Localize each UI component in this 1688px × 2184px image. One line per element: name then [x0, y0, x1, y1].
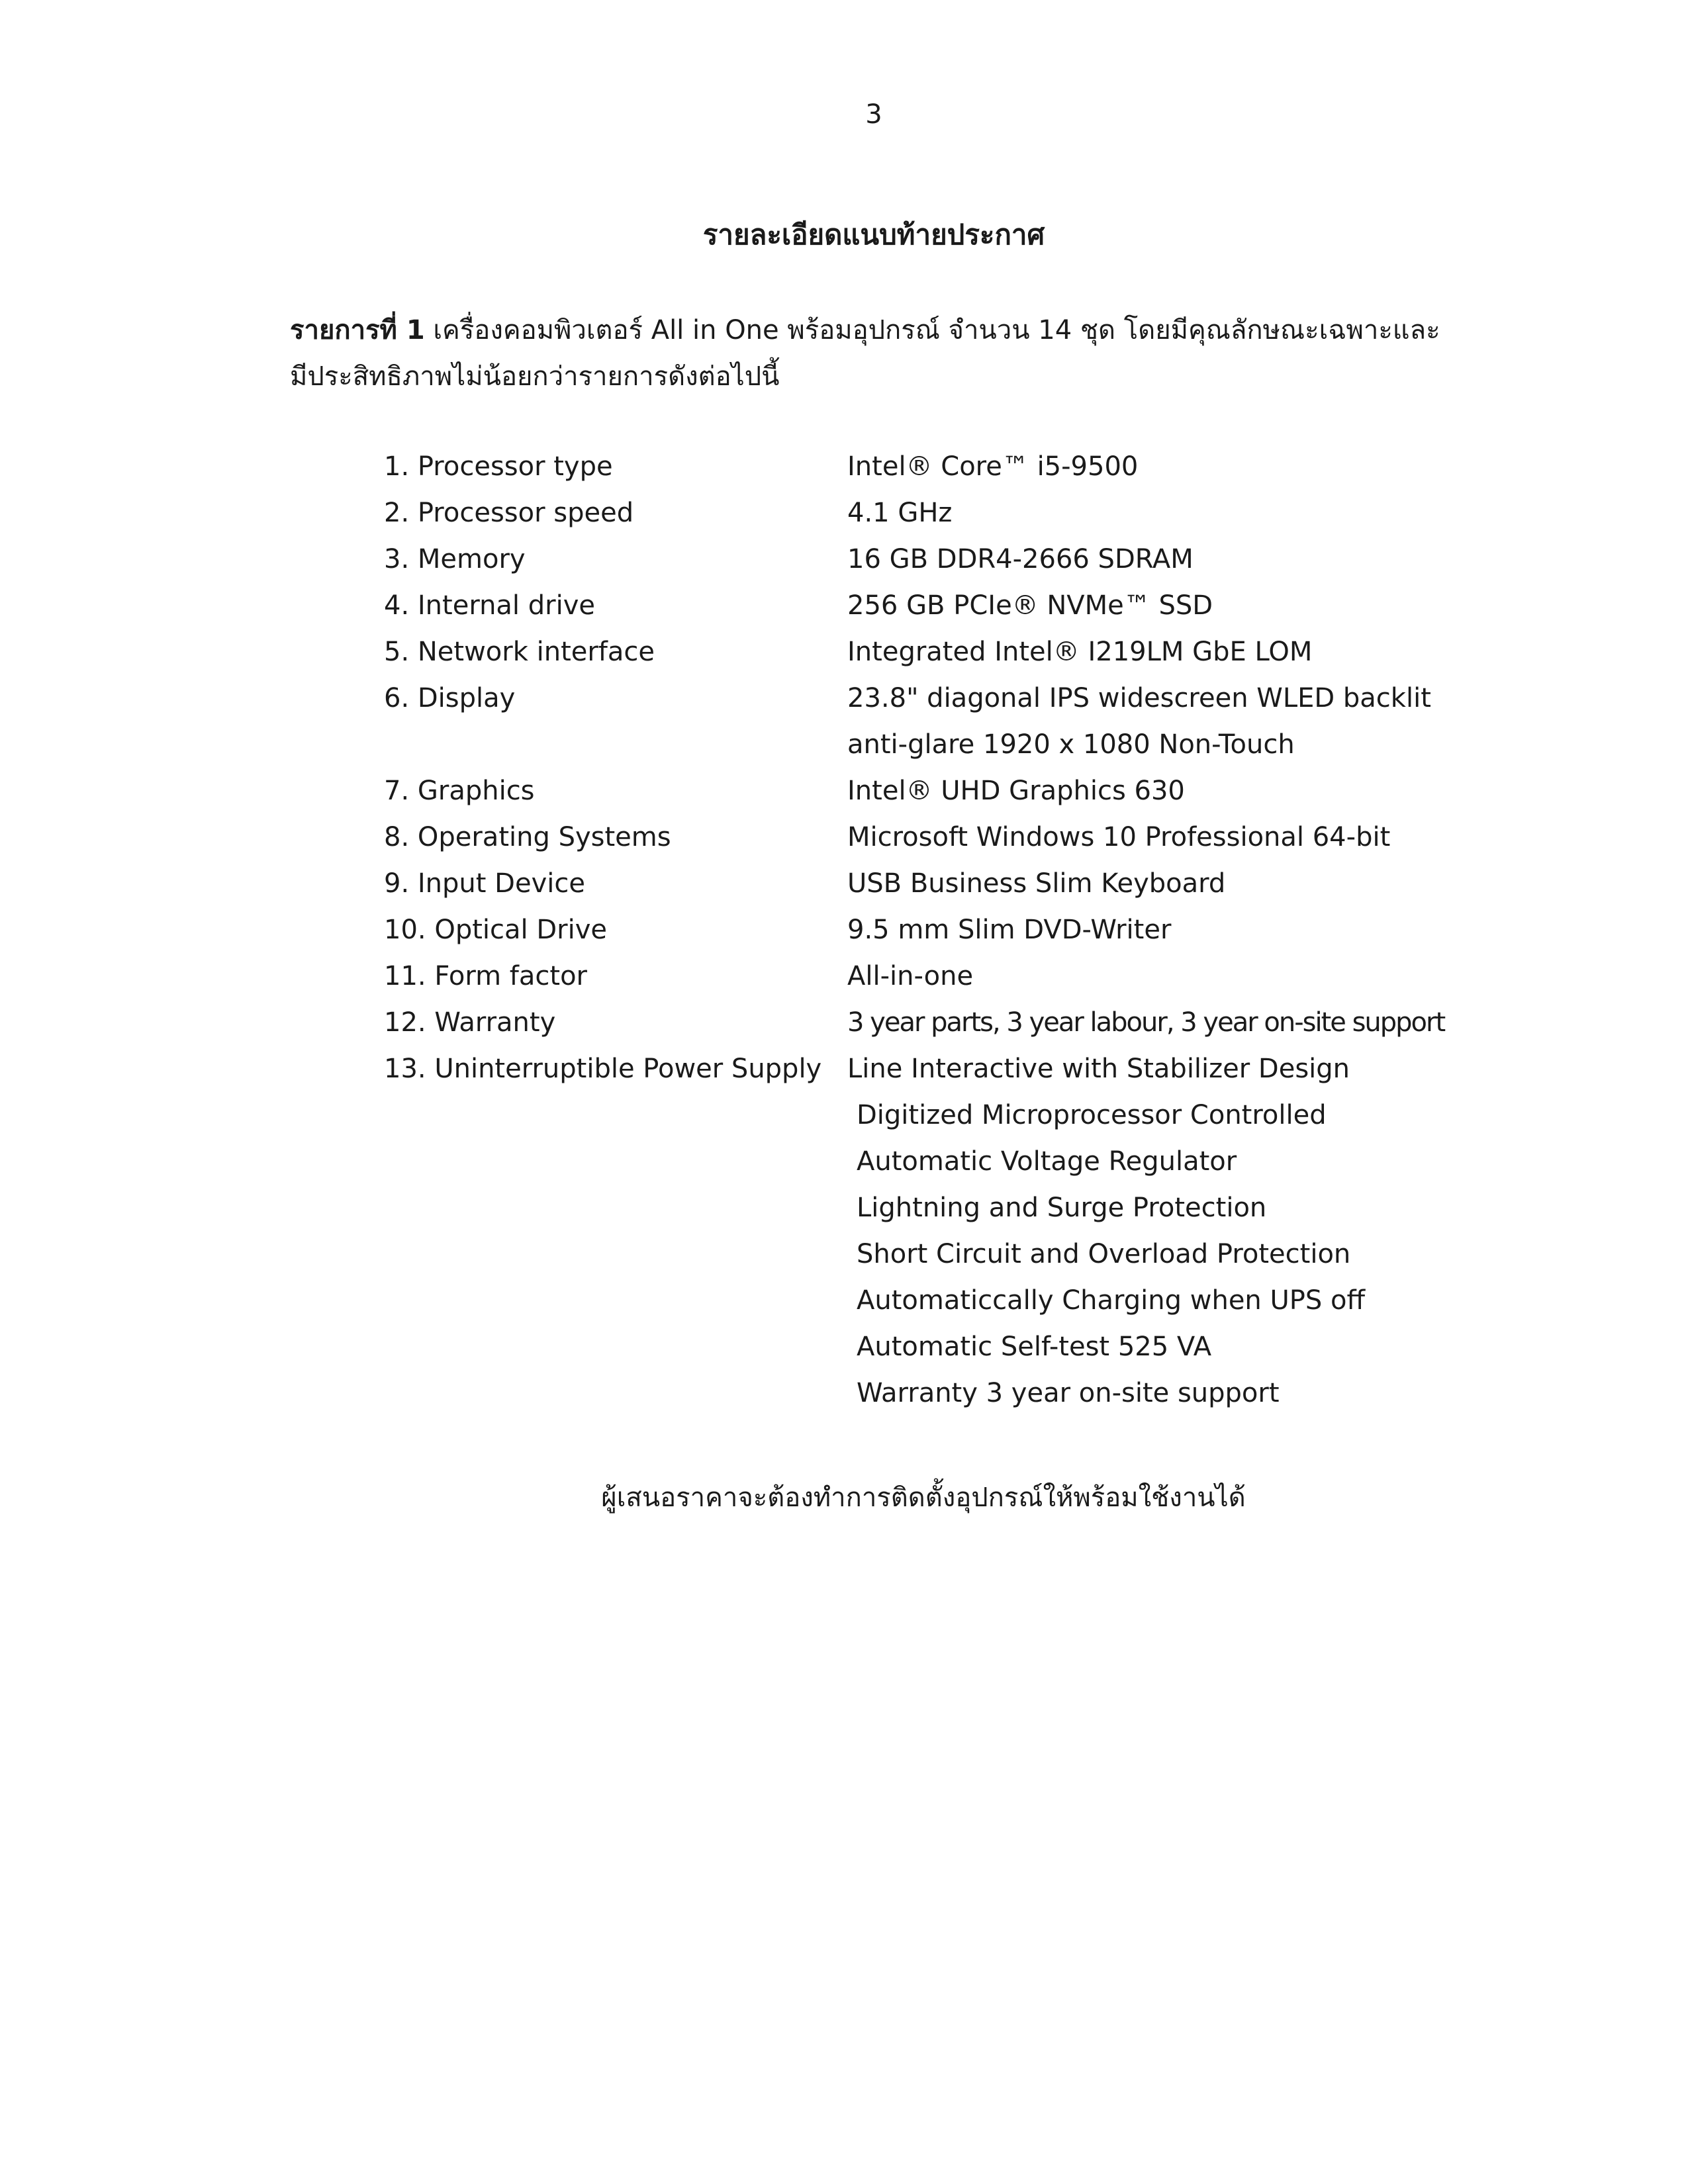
intro-text: เครื่องคอมพิวเตอร์ All in One พร้อมอุปกรณ์ จำนวน 14 ชุด โดยมีคุณลักษณะเฉพาะและมีประสิทธิภาพไม่น้อยกว่ารายการดังต่อไปนี้ — [290, 315, 1440, 392]
spec-value: Intel® Core™ i5-9500 — [847, 451, 1139, 482]
spec-value: Intel® UHD Graphics 630 — [847, 776, 1185, 806]
spec-label: 11. Form factor — [384, 961, 587, 991]
spec-value: 3 year parts, 3 year labour, 3 year on-site support — [847, 1007, 1445, 1038]
spec-value: Microsoft Windows 10 Professional 64-bit — [847, 822, 1391, 852]
spec-value: All-in-one — [847, 961, 974, 991]
intro-lead: รายการที่ 1 — [290, 315, 425, 345]
spec-value: Integrated Intel® I219LM GbE LOM — [847, 637, 1313, 667]
spec-label: 3. Memory — [384, 544, 526, 574]
spec-label: 13. Uninterruptible Power Supply — [384, 1054, 822, 1084]
footer-note: ผู้เสนอราคาจะต้องทำการติดตั้งอุปกรณ์ให้พร้อมใช้งานได้ — [601, 1482, 1246, 1513]
spec-label: 10. Optical Drive — [384, 915, 607, 945]
ups-detail-line: Lightning and Surge Protection — [857, 1193, 1267, 1223]
spec-label: 7. Graphics — [384, 776, 535, 806]
spec-label: 4. Internal drive — [384, 590, 595, 621]
spec-value: 23.8" diagonal IPS widescreen WLED backlit anti-glare 1920 x 1080 Non-Touch — [847, 683, 1431, 760]
spec-label: 2. Processor speed — [384, 498, 634, 528]
spec-label: 6. Display — [384, 683, 516, 713]
spec-label: 5. Network interface — [384, 637, 655, 667]
ups-detail-line: Short Circuit and Overload Protection — [857, 1239, 1351, 1269]
document-title: รายละเอียดแนบท้ายประกาศ — [702, 218, 1045, 251]
spec-label: 12. Warranty — [384, 1007, 556, 1038]
spec-value: 256 GB PCIe® NVMe™ SSD — [847, 590, 1213, 621]
spec-label: 8. Operating Systems — [384, 822, 671, 852]
ups-detail-line: Warranty 3 year on-site support — [857, 1378, 1280, 1408]
spec-value: 16 GB DDR4-2666 SDRAM — [847, 544, 1194, 574]
spec-value: 4.1 GHz — [847, 498, 953, 528]
spec-value: Line Interactive with Stabilizer Design — [847, 1054, 1350, 1084]
spec-label: 9. Input Device — [384, 868, 585, 899]
ups-detail-line: Digitized Microprocessor Controlled — [857, 1100, 1327, 1130]
spec-value: USB Business Slim Keyboard — [847, 868, 1226, 899]
ups-detail-line: Automaticcally Charging when UPS off — [857, 1285, 1366, 1316]
ups-detail-line: Automatic Voltage Regulator — [857, 1146, 1237, 1177]
page-number: 3 — [865, 99, 882, 130]
intro-paragraph — [290, 307, 1442, 400]
spec-label: 1. Processor type — [384, 451, 613, 482]
ups-detail-line: Automatic Self-test 525 VA — [857, 1332, 1212, 1362]
spec-value: 9.5 mm Slim DVD-Writer — [847, 915, 1172, 945]
